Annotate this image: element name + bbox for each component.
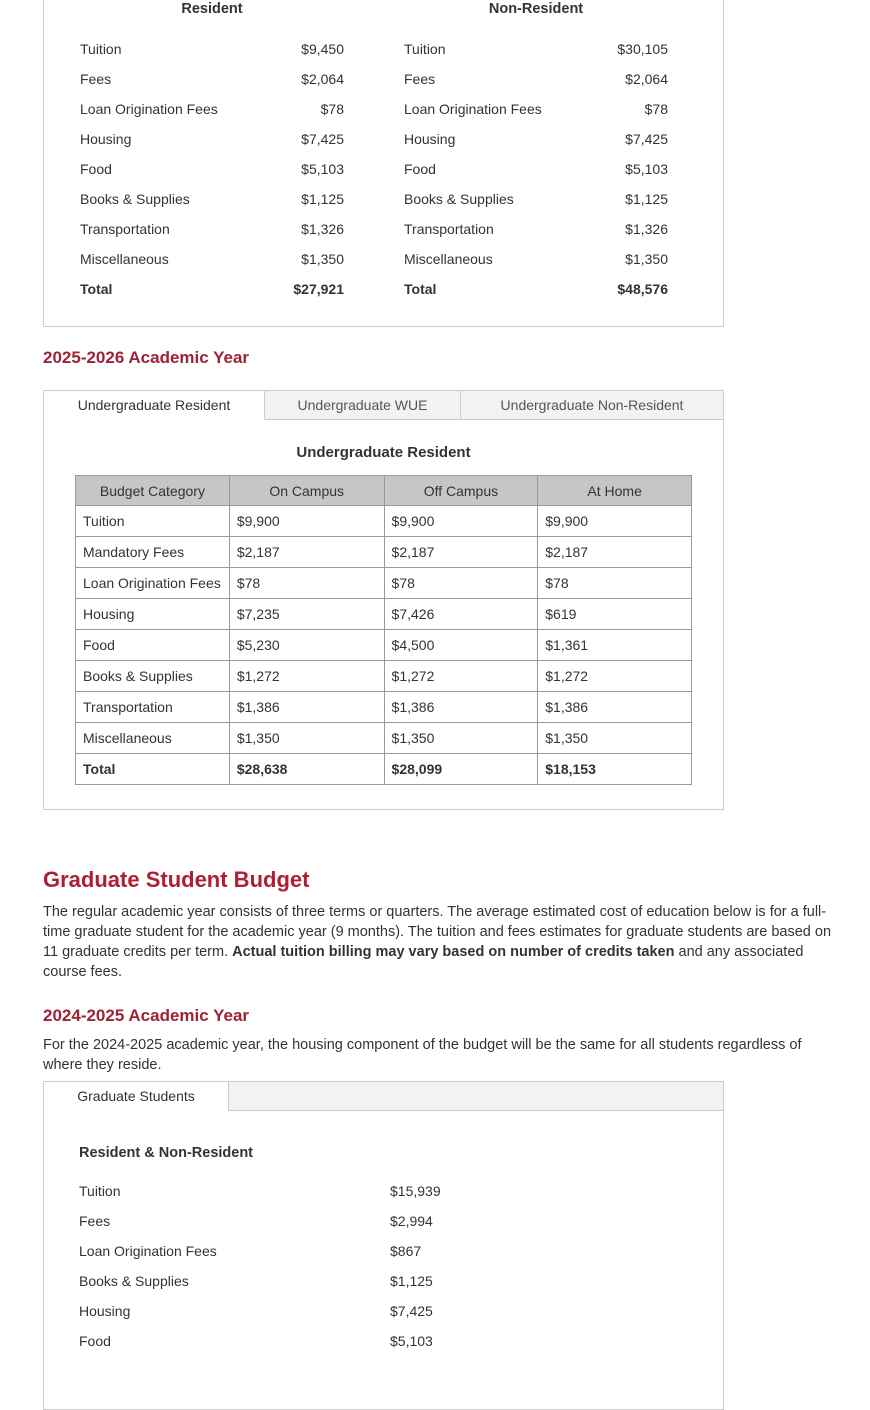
budget-row (79, 1296, 687, 1326)
budget-value: $9,450 (301, 41, 344, 57)
undergrad-resident-panel (43, 419, 724, 810)
table-row (76, 599, 692, 630)
table-row (76, 568, 692, 599)
non-resident-column-header: Non-Resident (488, 1, 584, 17)
budget-label: Tuition (404, 41, 446, 57)
budget-row (80, 184, 344, 214)
total-label: Total (80, 281, 113, 297)
budget-label: Tuition (80, 41, 122, 57)
table-cell: $7,235 (229, 599, 384, 630)
budget-row (79, 1326, 687, 1356)
budget-label: Transportation (80, 221, 170, 237)
budget-row (80, 34, 344, 64)
budget-value: $7,425 (625, 131, 668, 147)
budget-value: $7,425 (390, 1303, 433, 1319)
budget-value: $867 (390, 1243, 422, 1259)
undergrad-tabstrip (43, 390, 724, 420)
column-header-budget-category: Budget Category (76, 476, 230, 506)
budget-value: $5,103 (390, 1333, 433, 1349)
table-cell: $9,900 (538, 506, 692, 537)
budget-row (80, 244, 344, 274)
budget-row (404, 154, 668, 184)
budget-value: $2,994 (390, 1213, 433, 1229)
tab-undergraduate-non-resident[interactable]: Undergraduate Non-Resident (460, 390, 724, 420)
table-cell: $7,426 (384, 599, 538, 630)
budget-row (80, 214, 344, 244)
table-header-row (76, 476, 692, 506)
intro-text-bold: Actual tuition billing may vary based on number of credits taken (232, 944, 675, 960)
graduate-students-panel (43, 1110, 724, 1410)
budget-label: Transportation (404, 221, 494, 237)
table-cell: $1,272 (384, 661, 538, 692)
total-row (80, 274, 344, 304)
budget-value: $1,326 (301, 221, 344, 237)
table-cell: $2,187 (229, 537, 384, 568)
table-cell: $4,500 (384, 630, 538, 661)
budget-label: Housing (80, 131, 132, 147)
table-cell: $619 (538, 599, 692, 630)
table-cell: $1,350 (229, 723, 384, 754)
budget-label: Fees (80, 71, 112, 87)
table-row (76, 630, 692, 661)
budget-label: Loan Origination Fees (80, 101, 218, 117)
table-cell: Food (76, 630, 230, 661)
tab-undergraduate-resident[interactable]: Undergraduate Resident (43, 390, 265, 420)
budget-row (404, 34, 668, 64)
table-row (76, 661, 692, 692)
total-row (76, 754, 692, 785)
table-cell: $28,099 (384, 754, 538, 785)
table-cell: $1,350 (384, 723, 538, 754)
table-cell: $1,272 (538, 661, 692, 692)
budget-value: $5,103 (301, 161, 344, 177)
budget-value: $1,125 (390, 1273, 433, 1289)
summary-columns (44, 0, 723, 304)
budget-label: Food (404, 161, 436, 177)
total-value: $48,576 (617, 281, 668, 297)
budget-label: Food (79, 1333, 111, 1349)
table-cell: Miscellaneous (76, 723, 230, 754)
budget-row (79, 1206, 687, 1236)
budget-label: Books & Supplies (79, 1273, 189, 1289)
table-row (76, 692, 692, 723)
tab-graduate-students[interactable]: Graduate Students (43, 1081, 229, 1111)
budget-value: $1,350 (625, 251, 668, 267)
table-row (76, 723, 692, 754)
budget-value: $15,939 (390, 1183, 441, 1199)
budget-row (404, 94, 668, 124)
table-cell: $78 (384, 568, 538, 599)
intro-text: The regular academic year consists of three terms or quarters. The average estimated cost of education below is for a full-time graduate student for the academic year (9 months). The tuition and fees estimates for graduate students are based on 11 graduate credits per term. (43, 904, 832, 960)
budget-row (80, 124, 344, 154)
table-cell: Books & Supplies (76, 661, 230, 692)
budget-value: $7,425 (301, 131, 344, 147)
budget-label: Housing (79, 1303, 131, 1319)
table-cell: $1,386 (229, 692, 384, 723)
table-cell: $1,386 (538, 692, 692, 723)
budget-row (80, 64, 344, 94)
budget-value: $1,326 (625, 221, 668, 237)
panel-title: Undergraduate Resident (296, 444, 471, 461)
budget-label: Housing (404, 131, 456, 147)
non-resident-column (404, 0, 668, 304)
table-row (76, 537, 692, 568)
budget-value: $2,064 (301, 71, 344, 87)
table-cell: $1,350 (538, 723, 692, 754)
graduate-intro-paragraph (43, 902, 833, 982)
budget-label: Miscellaneous (80, 251, 169, 267)
table-cell: Tuition (76, 506, 230, 537)
budget-row (404, 184, 668, 214)
graduate-tabstrip (43, 1081, 724, 1111)
table-cell: $2,187 (538, 537, 692, 568)
housing-note-paragraph: For the 2024-2025 academic year, the housing component of the budget will be the same for all students regardless of where they reside. (43, 1037, 802, 1073)
undergrad-budget-table (75, 475, 692, 785)
budget-row (80, 154, 344, 184)
budget-label: Tuition (79, 1183, 121, 1199)
budget-row (79, 1236, 687, 1266)
table-cell: Transportation (76, 692, 230, 723)
cost-summary-panel (43, 0, 724, 327)
resident-non-resident-heading: Resident & Non-Resident (79, 1145, 254, 1161)
table-row (76, 506, 692, 537)
total-label: Total (404, 281, 437, 297)
resident-column-header: Resident (181, 1, 243, 17)
table-cell: $2,187 (384, 537, 538, 568)
budget-row (79, 1266, 687, 1296)
graduate-tab-panel (43, 1081, 724, 1410)
budget-value: $5,103 (625, 161, 668, 177)
budget-label: Fees (79, 1213, 111, 1229)
main-content (43, 0, 832, 1410)
total-row (404, 274, 668, 304)
table-cell: $9,900 (384, 506, 538, 537)
total-value: $27,921 (293, 281, 344, 297)
budget-row (404, 214, 668, 244)
budget-row (404, 244, 668, 274)
budget-value: $78 (320, 101, 344, 117)
budget-value: $30,105 (617, 41, 668, 57)
budget-value: $2,064 (625, 71, 668, 87)
budget-value: $1,350 (301, 251, 344, 267)
table-cell: Mandatory Fees (76, 537, 230, 568)
table-cell: $78 (538, 568, 692, 599)
table-cell: $18,153 (538, 754, 692, 785)
budget-row (80, 94, 344, 124)
academic-year-2025-heading: 2025-2026 Academic Year (43, 348, 250, 367)
budget-row (404, 64, 668, 94)
budget-label: Books & Supplies (80, 191, 190, 207)
graduate-section-title: Graduate Student Budget (43, 867, 310, 892)
column-header-off-campus: Off Campus (384, 476, 538, 506)
budget-value: $78 (644, 101, 668, 117)
column-header-at-home: At Home (538, 476, 692, 506)
column-header-on-campus: On Campus (229, 476, 384, 506)
budget-row (404, 124, 668, 154)
tab-undergraduate-wue[interactable]: Undergraduate WUE (264, 390, 461, 420)
table-cell: Loan Origination Fees (76, 568, 230, 599)
budget-value: $1,125 (301, 191, 344, 207)
table-cell: Housing (76, 599, 230, 630)
table-cell: $5,230 (229, 630, 384, 661)
table-cell: $1,361 (538, 630, 692, 661)
table-cell: $9,900 (229, 506, 384, 537)
academic-year-2024-heading: 2024-2025 Academic Year (43, 1006, 250, 1025)
budget-label: Food (80, 161, 112, 177)
table-cell: Total (76, 754, 230, 785)
table-cell: $1,272 (229, 661, 384, 692)
budget-label: Books & Supplies (404, 191, 514, 207)
undergrad-tab-panel (43, 390, 724, 810)
table-cell: $1,386 (384, 692, 538, 723)
tab-strip-filler (228, 1081, 724, 1111)
table-cell: $28,638 (229, 754, 384, 785)
budget-label: Loan Origination Fees (79, 1243, 217, 1259)
budget-value: $1,125 (625, 191, 668, 207)
budget-label: Miscellaneous (404, 251, 493, 267)
resident-column (80, 0, 344, 304)
budget-label: Loan Origination Fees (404, 101, 542, 117)
intro-text: and any associated course fees. (43, 944, 804, 980)
budget-row (79, 1176, 687, 1206)
table-cell: $78 (229, 568, 384, 599)
budget-label: Fees (404, 71, 436, 87)
